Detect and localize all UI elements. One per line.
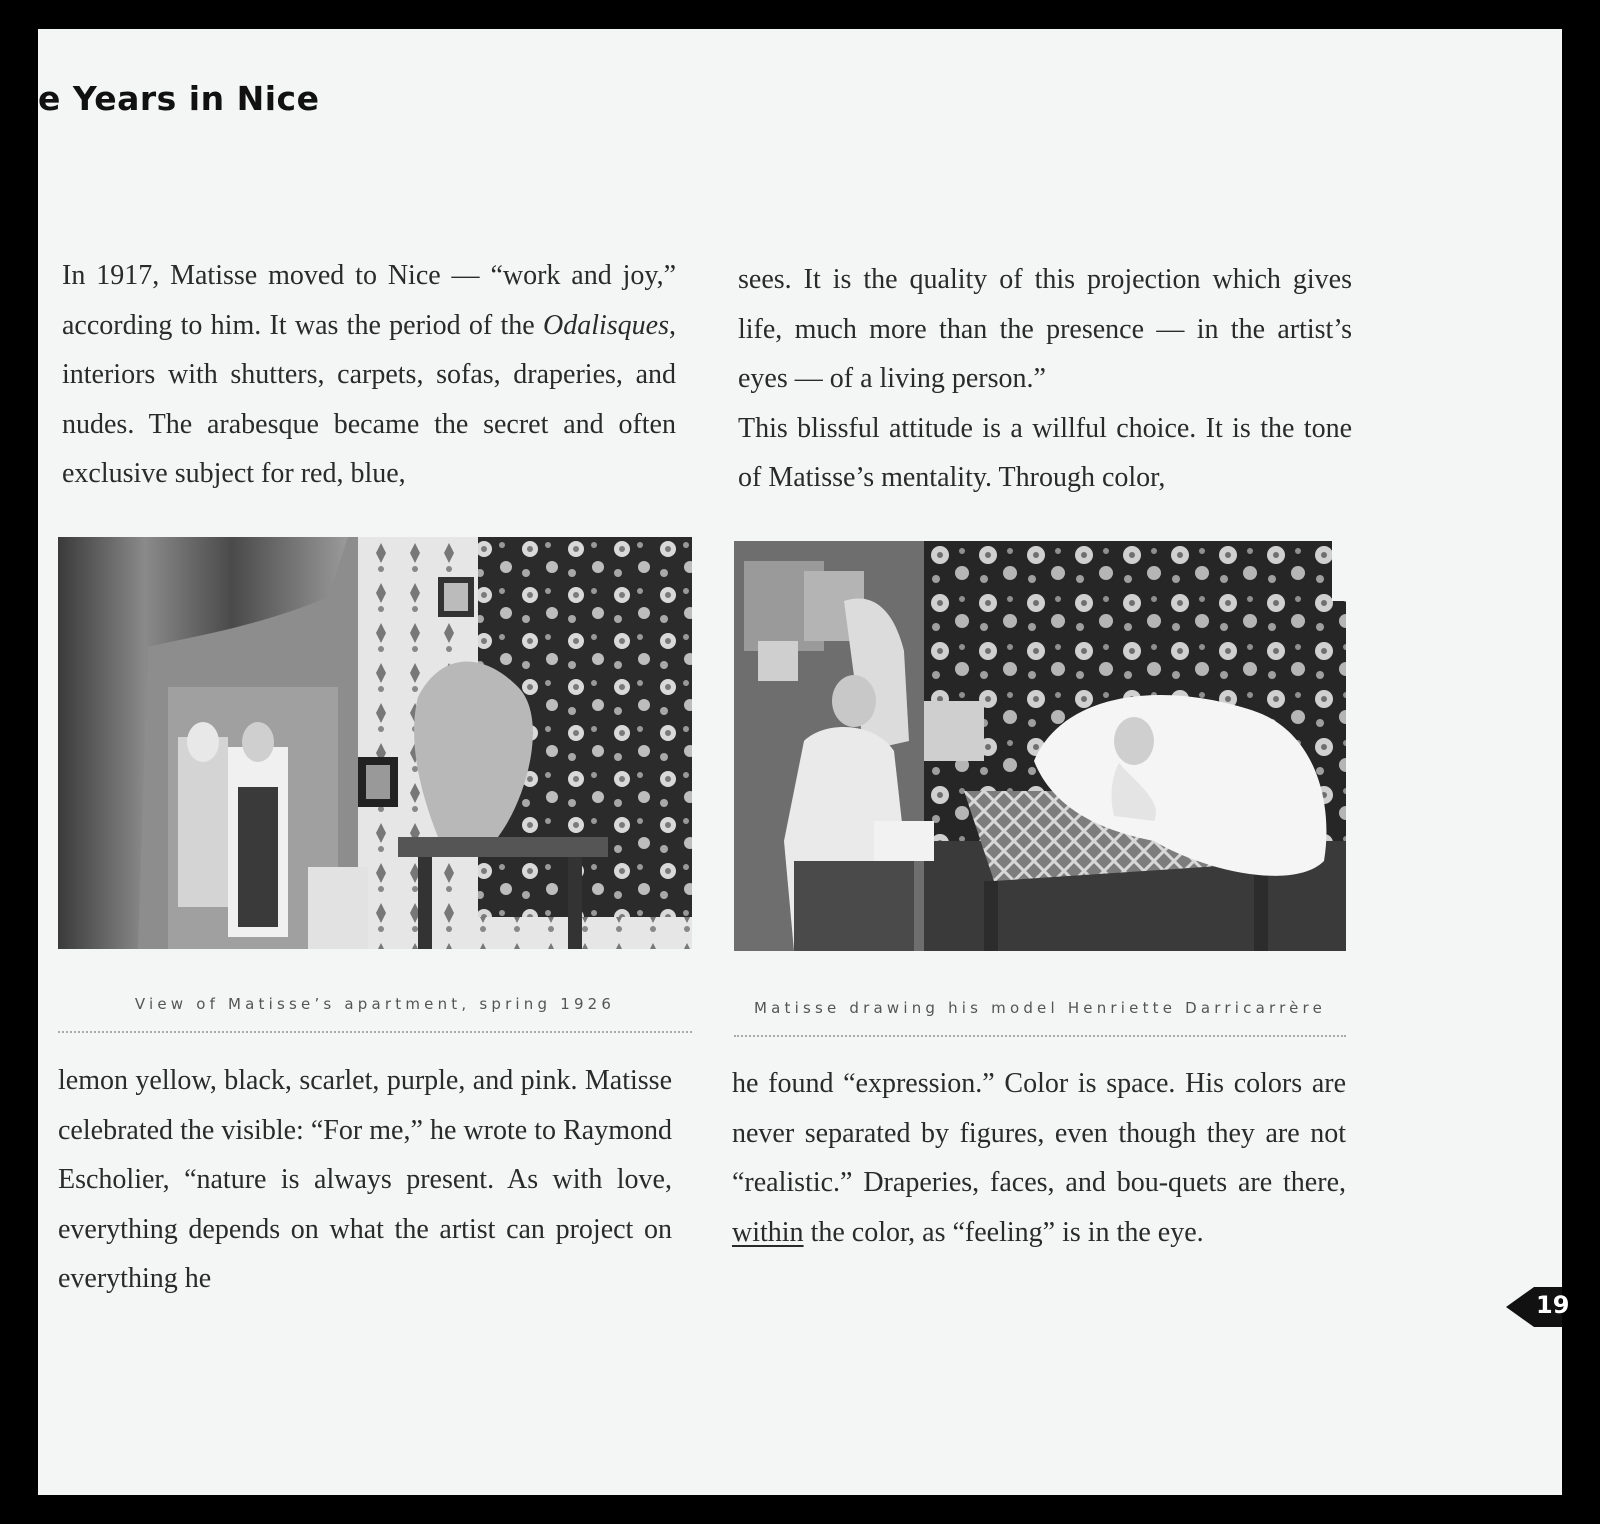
caption-divider-2 <box>734 1035 1346 1037</box>
photo-matisse-drawing-model <box>734 541 1346 951</box>
col4-text-b: the color, as “feeling” is in the eye. <box>803 1216 1204 1248</box>
photo-caption-1: View of Matisse’s apartment, spring 1926 <box>134 995 616 1013</box>
photo-matisse-apartment <box>58 537 692 949</box>
chapter-header: e Years in Nice <box>38 79 320 118</box>
col2-paragraph-1: sees. It is the quality of this projection which gives life, much more than the presence — in the artist’s eyes — of a living person.” <box>738 264 1352 394</box>
page-number: 19 <box>1536 1291 1570 1319</box>
col1-text-a: In 1917, Matisse moved to Nice — “work and joy,” according to him. It was the period of the <box>62 260 676 341</box>
text-column-1 <box>62 251 676 499</box>
page-number-tab <box>1506 1285 1570 1329</box>
text-column-2 <box>738 255 1352 503</box>
book-page <box>38 29 1570 1495</box>
col4-underlined-word: within <box>732 1216 804 1248</box>
col2-paragraph-2: This blissful attitude is a willful choice. It is the tone of Matisse’s mentality. Through color, <box>738 412 1352 493</box>
col1-text-b: , interiors with shutters, carpets, sofas, draperies, and nudes. The arabesque became the secret and often exclusive subject for red, blue, <box>62 309 676 489</box>
text-column-3 <box>58 1056 672 1304</box>
col1-italic-term: Odalisques <box>543 309 669 341</box>
text-column-4 <box>732 1059 1346 1257</box>
col4-text-a: he found “expression.” Color is space. His colors are never separated by figures, even though they are not “realistic.” Draperies, faces, and bou-quets are there, <box>732 1068 1346 1198</box>
caption-divider-1 <box>58 1031 692 1033</box>
photo-caption-2: Matisse drawing his model Henriette Darricarrère <box>753 999 1327 1017</box>
col3-paragraph: lemon yellow, black, scarlet, purple, and pink. Matisse celebrated the visible: “For me,” he wrote to Raymond Escholier, “nature is always present. As with love, everything depends on what the artist can project on everything he <box>58 1065 672 1294</box>
